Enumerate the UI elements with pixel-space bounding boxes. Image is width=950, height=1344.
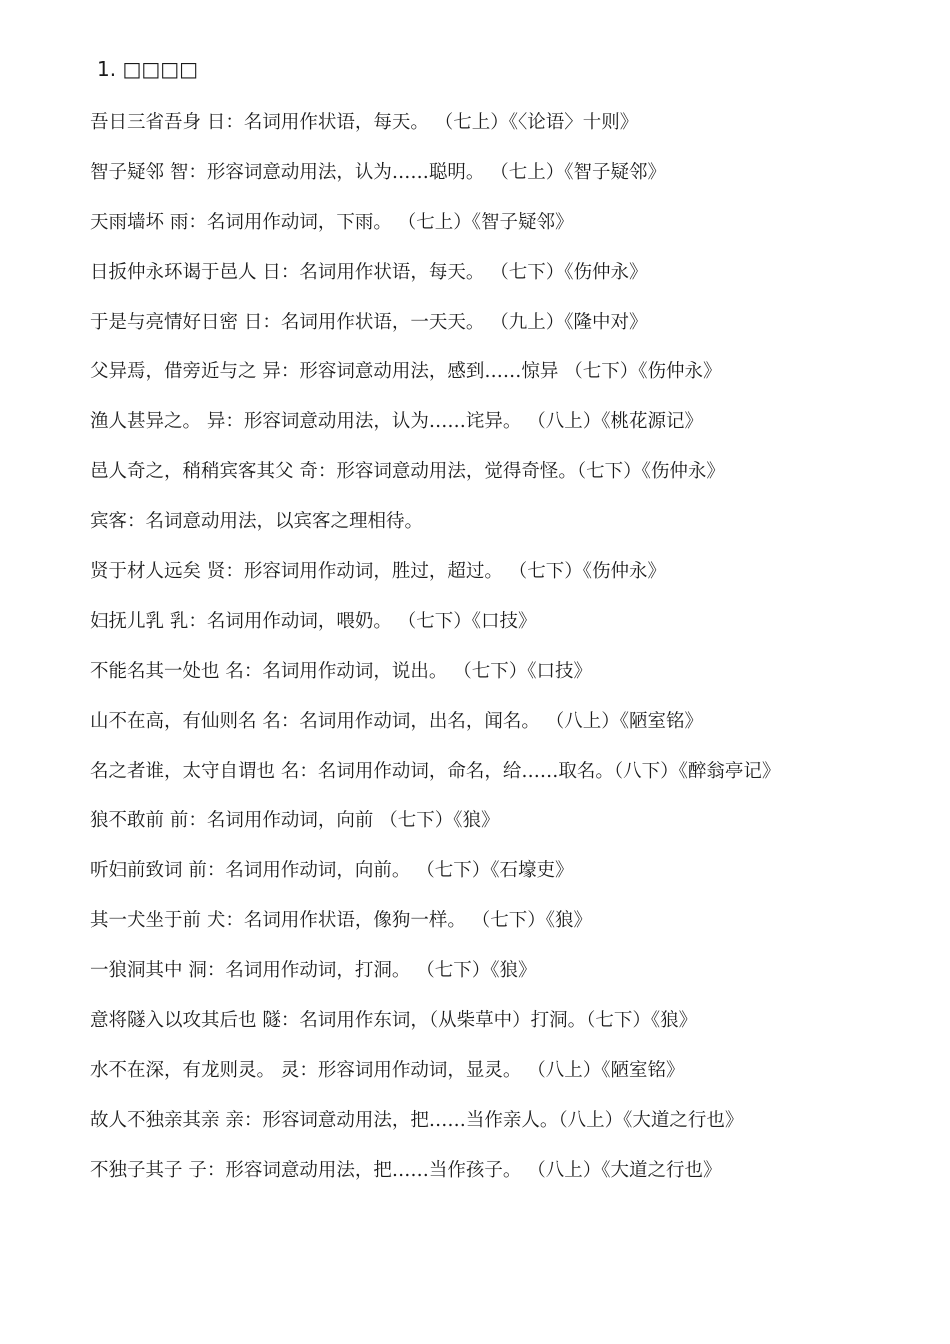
entry-line: 吾日三省吾身 日：名词用作状语，每天。 （七上）《〈论语〉十则》 — [90, 112, 639, 133]
entry-line: 天雨墙坏 雨：名词用作动词，下雨。 （七上）《智子疑邻》 — [90, 211, 574, 233]
entry-line: 于是与亮情好日密 日：名词用作状语，一天天。 （九上）《隆中对》 — [90, 311, 648, 333]
entry-line: 不独子其子 子：形容词意动用法，把……当作孩子。 （八上）《大道之行也》 — [90, 1159, 722, 1181]
entry-line: 听妇前致词 前：名词用作动词，向前。 （七下）《石壕吏》 — [90, 860, 574, 882]
entry-line: 不能名其一处也 名：名词用作动词，说出。 （七下）《口技》 — [90, 660, 593, 682]
entry-line: 水不在深，有龙则灵。 灵：形容词用作动词，显灵。 （八上）《陋室铭》 — [90, 1059, 685, 1081]
entry-line: 一狼洞其中 洞：名词用作动词，打洞。 （七下）《狼》 — [90, 960, 537, 982]
entry-line: 父异焉，借旁近与之 异：形容词意动用法，感到……惊异 （七下）《伤仲永》 — [90, 361, 722, 383]
entry-line: 妇抚儿乳 乳：名词用作动词，喂奶。 （七下）《口技》 — [90, 610, 537, 632]
entry-line: 狼不敢前 前：名词用作动词，向前 （七下）《狼》 — [90, 810, 500, 832]
entry-line: 智子疑邻 智：形容词意动用法，认为……聪明。 （七上）《智子疑邻》 — [90, 161, 667, 183]
entry-line: 名之者谁，太守自谓也 名：名词用作动词，命名，给……取名。（八下）《醉翁亭记》 — [90, 760, 781, 782]
entry-list — [90, 108, 930, 1206]
section-heading: 1. □□□□ — [97, 57, 199, 81]
entry-line: 故人不独亲其亲 亲：形容词意动用法，把……当作亲人。（八上）《大道之行也》 — [90, 1109, 744, 1131]
entry-line: 山不在高，有仙则名 名：名词用作动词，出名，闻名。 （八上）《陋室铭》 — [90, 710, 704, 732]
entry-line: 意将隧入以攻其后也 隧：名词用作东词，（从柴草中）打洞。（七下）《狼》 — [90, 1010, 698, 1032]
entry-line: 其一犬坐于前 犬：名词用作状语，像狗一样。 （七下）《狼》 — [90, 910, 593, 932]
entry-line: 贤于材人远矣 贤：形容词用作动词，胜过，超过。 （七下）《伤仲永》 — [90, 561, 667, 583]
entry-line: 邑人奇之，稍稍宾客其父 奇：形容词意动用法，觉得奇怪。（七下）《伤仲永》 — [90, 461, 725, 483]
entry-line: 宾客：名词意动用法，以宾客之理相待。 — [90, 511, 424, 533]
entry-line: 渔人甚异之。 异：形容词意动用法，认为……诧异。 （八上）《桃花源记》 — [90, 411, 704, 433]
entry-line: 日扳仲永环谒于邑人 日：名词用作状语，每天。 （七下）《伤仲永》 — [90, 261, 648, 283]
